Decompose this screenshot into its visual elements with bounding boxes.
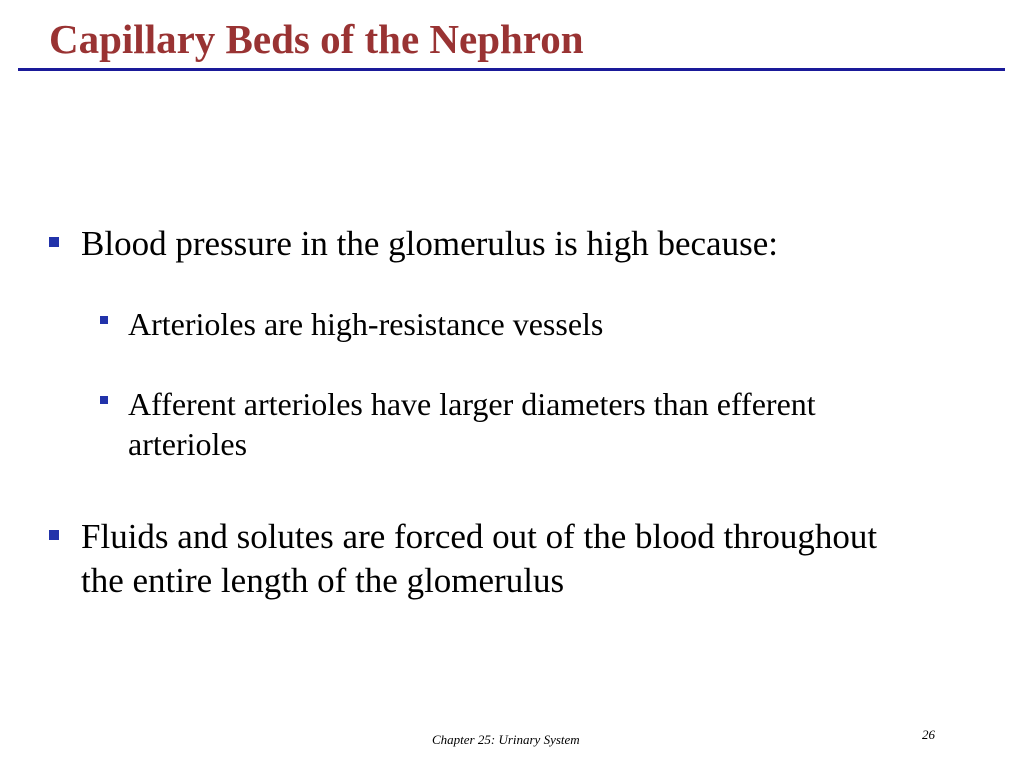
title-underline xyxy=(18,68,1005,71)
page-number: 26 xyxy=(922,727,935,742)
slide-footer: Chapter 25: Urinary System xyxy=(432,732,580,747)
square-bullet-icon xyxy=(100,396,108,404)
slide-title: Capillary Beds of the Nephron xyxy=(49,16,584,62)
square-bullet-icon xyxy=(100,316,108,324)
square-bullet-icon xyxy=(49,237,59,247)
sub-bullet-item xyxy=(100,384,920,464)
bullet-text: Fluids and solutes are forced out of the blood throughout the entire length of the glomerulus xyxy=(81,517,878,600)
square-bullet-icon xyxy=(49,530,59,540)
sub-bullet-text: Arterioles are high-resistance vessels xyxy=(128,306,604,342)
bullet-text: Blood pressure in the glomerulus is high because: xyxy=(81,224,778,263)
sub-bullet-text: Afferent arterioles have larger diameters than efferent arterioles xyxy=(128,386,816,462)
bullet-item xyxy=(49,515,969,603)
sub-bullet-item xyxy=(100,304,920,344)
bullet-item xyxy=(49,222,969,266)
